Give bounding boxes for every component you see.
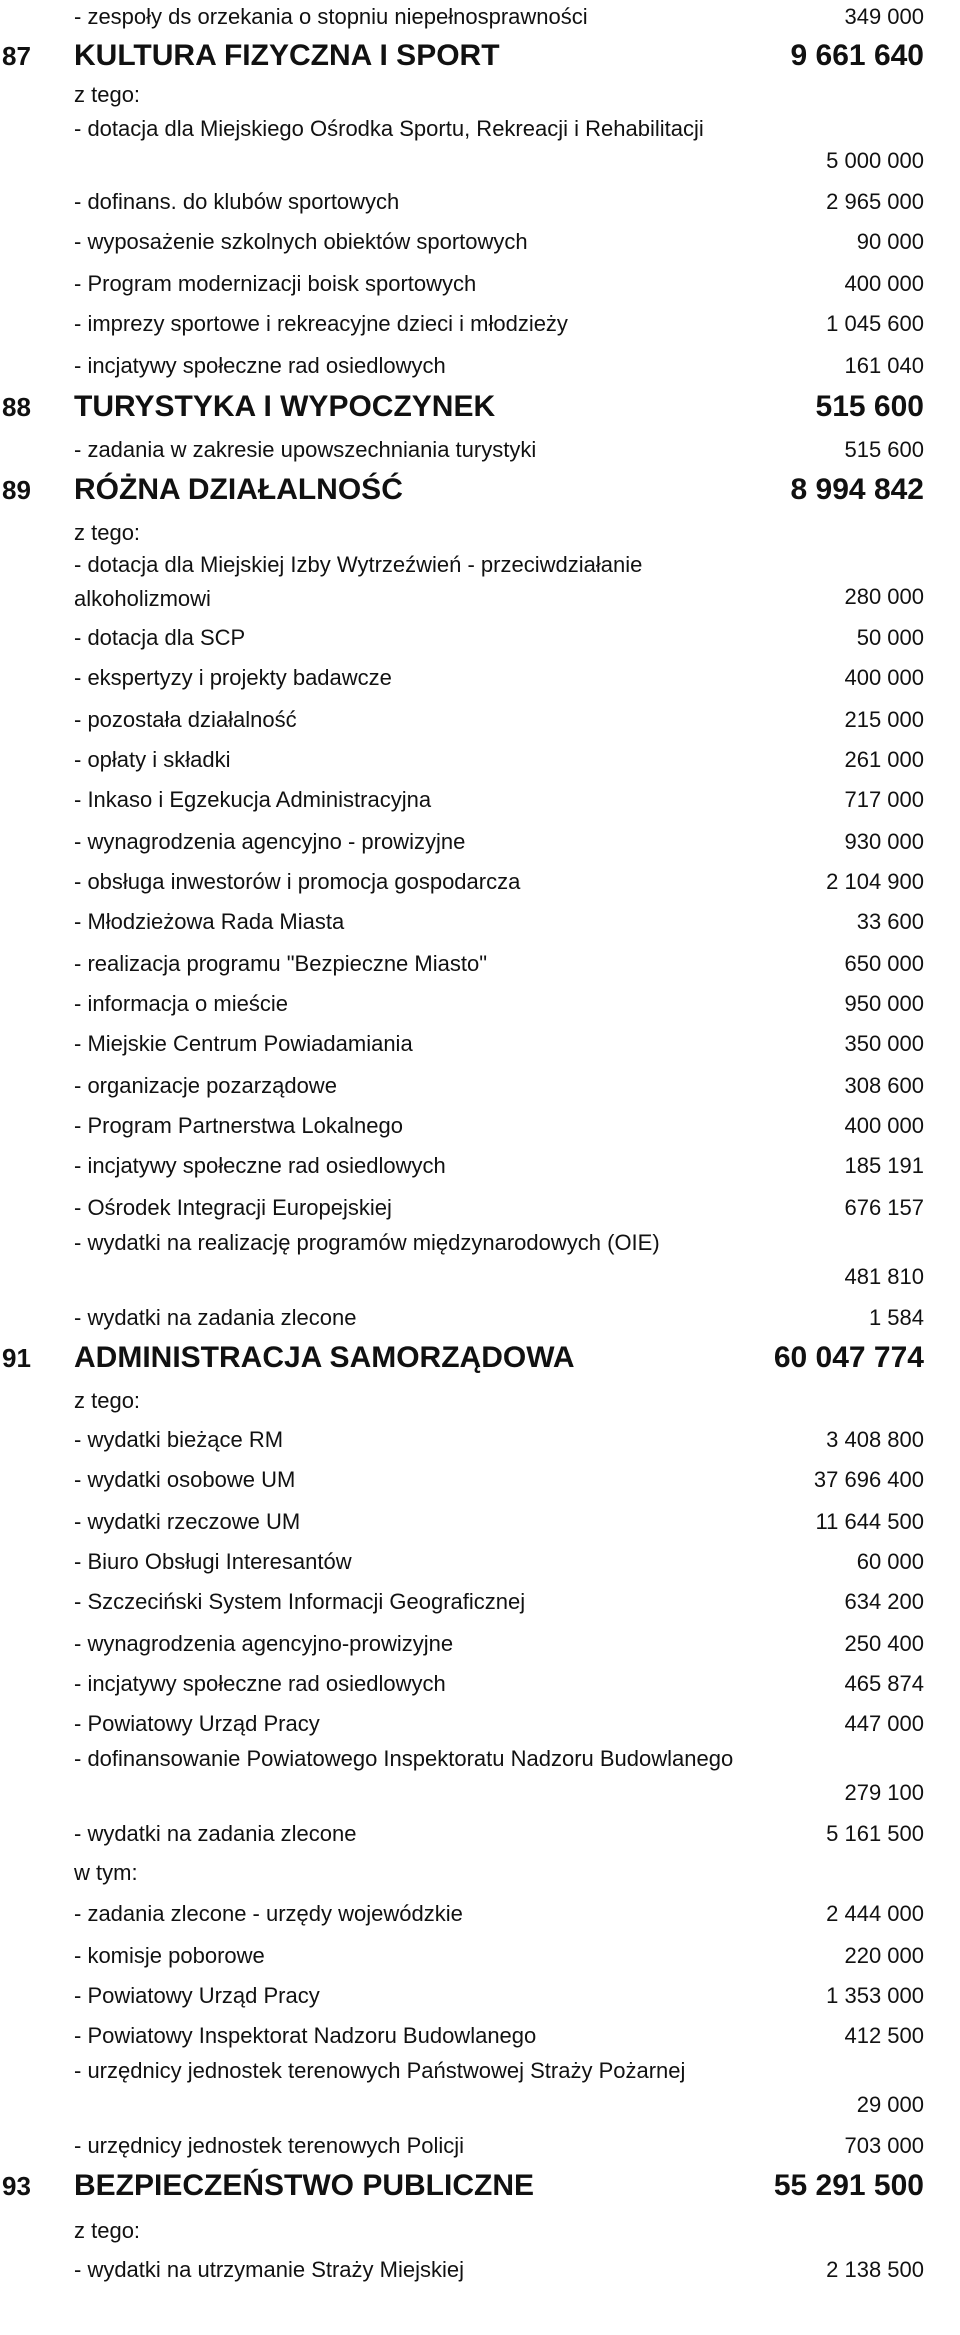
item-amount: 400 000 bbox=[844, 271, 924, 296]
budget-item-row bbox=[0, 1936, 960, 1976]
item-amount: 37 696 400 bbox=[813, 1467, 924, 1492]
subheading-row bbox=[0, 1856, 960, 1890]
item-amount: 185 191 bbox=[844, 1153, 924, 1178]
item-amount: 2 138 500 bbox=[826, 2257, 924, 2282]
budget-item-row bbox=[0, 862, 960, 902]
item-amount: 703 000 bbox=[844, 2133, 924, 2158]
budget-item-row bbox=[0, 1624, 960, 1664]
item-description: - pozostała działalność bbox=[74, 707, 297, 732]
item-description: - urzędnicy jednostek terenowych Policji bbox=[74, 2133, 465, 2158]
item-description: - wydatki na realizację programów międzynarodowych (OIE) bbox=[74, 1230, 660, 1255]
subheading-label: z tego: bbox=[74, 520, 141, 545]
budget-item-row bbox=[0, 944, 960, 984]
budget-item-row bbox=[0, 1226, 960, 1296]
subheading-label: z tego: bbox=[74, 1388, 141, 1413]
section-number: 89 bbox=[2, 475, 31, 505]
item-description: - Program Partnerstwa Lokalnego bbox=[74, 1113, 403, 1138]
item-description: - Ośrodek Integracji Europejskiej bbox=[74, 1195, 392, 1220]
budget-item-row bbox=[0, 902, 960, 942]
item-amount: 950 000 bbox=[844, 991, 924, 1016]
section-title: RÓŻNA DZIAŁALNOŚĆ bbox=[74, 473, 403, 506]
budget-item-row bbox=[0, 1542, 960, 1582]
budget-item-row bbox=[0, 1420, 960, 1460]
budget-item-row bbox=[0, 1704, 960, 1744]
item-amount: 1 584 bbox=[868, 1305, 924, 1330]
budget-item-row bbox=[0, 1894, 960, 1934]
section-heading-row bbox=[0, 1336, 960, 1380]
item-description: - zadania zlecone - urzędy wojewódzkie bbox=[74, 1901, 463, 1926]
item-amount: 280 000 bbox=[844, 584, 924, 609]
item-amount: 717 000 bbox=[844, 787, 924, 812]
item-amount: 400 000 bbox=[844, 665, 924, 690]
budget-item-row bbox=[0, 1664, 960, 1704]
section-total: 515 600 bbox=[815, 390, 924, 423]
item-amount: 11 644 500 bbox=[815, 1509, 924, 1534]
item-amount: 412 500 bbox=[844, 2023, 924, 2048]
budget-item-row bbox=[0, 182, 960, 222]
section-title: KULTURA FIZYCZNA I SPORT bbox=[74, 39, 500, 72]
item-amount: 5 161 500 bbox=[826, 1821, 924, 1846]
section-total: 9 661 640 bbox=[790, 39, 924, 72]
item-amount: 465 874 bbox=[844, 1671, 924, 1696]
budget-item-row bbox=[0, 548, 960, 616]
budget-item-row bbox=[0, 1188, 960, 1228]
item-description: - Program modernizacji boisk sportowych bbox=[74, 271, 477, 296]
item-description: - dotacja dla Miejskiej Izby Wytrzeźwień - przeciwdziałanie alkoholizmowi bbox=[74, 552, 643, 611]
section-total: 55 291 500 bbox=[773, 2169, 924, 2202]
item-amount: 90 000 bbox=[856, 229, 924, 254]
item-description: - incjatywy społeczne rad osiedlowych bbox=[74, 1671, 446, 1696]
budget-item-row bbox=[0, 822, 960, 862]
item-description: - informacja o mieście bbox=[74, 991, 288, 1016]
item-description: - zadania w zakresie upowszechniania turystyki bbox=[74, 437, 537, 462]
item-description: - incjatywy społeczne rad osiedlowych bbox=[74, 1153, 446, 1178]
budget-item-row bbox=[0, 2126, 960, 2166]
item-description: - wyposażenie szkolnych obiektów sportowych bbox=[74, 229, 528, 254]
budget-item-row bbox=[0, 1066, 960, 1106]
item-description: - komisje poborowe bbox=[74, 1943, 265, 1968]
section-number: 88 bbox=[2, 392, 31, 422]
item-description: - zespoły ds orzekania o stopniu niepełnosprawności bbox=[74, 4, 588, 29]
item-description: - Biuro Obsługi Interesantów bbox=[74, 1549, 352, 1574]
budget-item-row bbox=[0, 618, 960, 658]
budget-item-row bbox=[0, 780, 960, 820]
budget-item-row bbox=[0, 984, 960, 1024]
budget-item-row bbox=[0, 1502, 960, 1542]
budget-item-row bbox=[0, 700, 960, 740]
budget-item-row bbox=[0, 1976, 960, 2016]
item-amount: 29 000 bbox=[856, 2092, 924, 2117]
item-description: - urzędnicy jednostek terenowych Państwowej Straży Pożarnej bbox=[74, 2058, 686, 2083]
section-heading-row bbox=[0, 386, 960, 428]
section-number: 93 bbox=[2, 2171, 31, 2201]
item-amount: 215 000 bbox=[844, 707, 924, 732]
item-description: - wydatki osobowe UM bbox=[74, 1467, 296, 1492]
item-description: - Inkaso i Egzekucja Administracyjna bbox=[74, 787, 432, 812]
item-description: - dotacja dla SCP bbox=[74, 625, 246, 650]
budget-item-row bbox=[0, 2250, 960, 2290]
subheading-row bbox=[0, 516, 960, 550]
subheading-row bbox=[0, 1384, 960, 1418]
item-description: - wydatki na utrzymanie Straży Miejskiej bbox=[74, 2257, 465, 2282]
item-amount: 400 000 bbox=[844, 1113, 924, 1138]
item-amount: 930 000 bbox=[844, 829, 924, 854]
item-amount: 161 040 bbox=[844, 353, 924, 378]
item-amount: 5 000 000 bbox=[826, 148, 924, 173]
item-description: - Powiatowy Inspektorat Nadzoru Budowlanego bbox=[74, 2023, 537, 2048]
item-description: - Powiatowy Urząd Pracy bbox=[74, 1711, 320, 1736]
item-description: - wynagrodzenia agencyjno-prowizyjne bbox=[74, 1631, 454, 1656]
item-description: - realizacja programu "Bezpieczne Miasto" bbox=[74, 951, 488, 976]
item-description: - wynagrodzenia agencyjno - prowizyjne bbox=[74, 829, 466, 854]
item-amount: 250 400 bbox=[844, 1631, 924, 1656]
item-amount: 650 000 bbox=[844, 951, 924, 976]
budget-item-row bbox=[0, 264, 960, 304]
budget-item-row bbox=[0, 1024, 960, 1064]
item-amount: 33 600 bbox=[856, 909, 924, 934]
item-amount: 2 104 900 bbox=[826, 869, 924, 894]
subheading-row bbox=[0, 2214, 960, 2248]
item-amount: 3 408 800 bbox=[826, 1427, 924, 1452]
item-amount: 50 000 bbox=[856, 625, 924, 650]
section-total: 8 994 842 bbox=[790, 473, 924, 506]
item-description: - wydatki na zadania zlecone bbox=[74, 1305, 357, 1330]
item-amount: 1 045 600 bbox=[826, 311, 924, 336]
item-amount: 634 200 bbox=[844, 1589, 924, 1614]
item-amount: 2 965 000 bbox=[826, 189, 924, 214]
budget-item-row bbox=[0, 1814, 960, 1854]
section-title: TURYSTYKA I WYPOCZYNEK bbox=[74, 390, 496, 423]
item-amount: 349 000 bbox=[844, 4, 924, 29]
budget-item-row bbox=[0, 1106, 960, 1146]
item-amount: 350 000 bbox=[844, 1031, 924, 1056]
item-amount: 1 353 000 bbox=[826, 1983, 924, 2008]
item-description: - opłaty i składki bbox=[74, 747, 231, 772]
budget-item-row bbox=[0, 304, 960, 344]
item-description: - dofinansowanie Powiatowego Inspektoratu Nadzoru Budowlanego bbox=[74, 1746, 734, 1771]
item-description: - Szczeciński System Informacji Geograficznej bbox=[74, 1589, 526, 1614]
section-heading-row bbox=[0, 2164, 960, 2208]
item-amount: 308 600 bbox=[844, 1073, 924, 1098]
item-description: - Miejskie Centrum Powiadamiania bbox=[74, 1031, 413, 1056]
item-amount: 515 600 bbox=[844, 437, 924, 462]
budget-item-row bbox=[0, 2054, 960, 2124]
subheading-label: z tego: bbox=[74, 82, 141, 107]
item-amount: 261 000 bbox=[844, 747, 924, 772]
budget-item-row bbox=[0, 1742, 960, 1812]
subheading-label: w tym: bbox=[74, 1860, 138, 1885]
budget-item-row bbox=[0, 2016, 960, 2056]
section-number: 91 bbox=[2, 1343, 31, 1373]
section-number: 87 bbox=[2, 41, 31, 71]
budget-item-row bbox=[0, 112, 960, 180]
budget-item-row bbox=[0, 658, 960, 698]
budget-item-row bbox=[0, 1582, 960, 1622]
item-description: - incjatywy społeczne rad osiedlowych bbox=[74, 353, 446, 378]
item-description: - dofinans. do klubów sportowych bbox=[74, 189, 400, 214]
item-amount: 60 000 bbox=[856, 1549, 924, 1574]
budget-item-row bbox=[0, 346, 960, 386]
budget-item-row bbox=[0, 430, 960, 470]
item-description: - obsługa inwestorów i promocja gospodarcza bbox=[74, 869, 521, 894]
budget-item-row bbox=[0, 1460, 960, 1500]
item-description: - Powiatowy Urząd Pracy bbox=[74, 1983, 320, 2008]
section-title: ADMINISTRACJA SAMORZĄDOWA bbox=[74, 1341, 575, 1374]
item-description: - wydatki rzeczowe UM bbox=[74, 1509, 301, 1534]
section-heading-row bbox=[0, 36, 960, 76]
item-amount: 220 000 bbox=[844, 1943, 924, 1968]
item-description: - imprezy sportowe i rekreacyjne dzieci i młodzieży bbox=[74, 311, 568, 336]
budget-item-row bbox=[0, 1146, 960, 1186]
item-description: - dotacja dla Miejskiego Ośrodka Sportu, Rekreacji i Rehabilitacji bbox=[74, 116, 704, 141]
subheading-label: z tego: bbox=[74, 2218, 141, 2243]
budget-item-row bbox=[0, 222, 960, 262]
item-amount: 481 810 bbox=[844, 1264, 924, 1289]
item-description: - wydatki na zadania zlecone bbox=[74, 1821, 357, 1846]
item-description: - organizacje pozarządowe bbox=[74, 1073, 337, 1098]
section-title: BEZPIECZEŃSTWO PUBLICZNE bbox=[74, 2169, 535, 2202]
item-amount: 447 000 bbox=[844, 1711, 924, 1736]
item-amount: 676 157 bbox=[844, 1195, 924, 1220]
item-description: - ekspertyzy i projekty badawcze bbox=[74, 665, 392, 690]
item-amount: 2 444 000 bbox=[826, 1901, 924, 1926]
section-total: 60 047 774 bbox=[773, 1341, 924, 1374]
budget-item-row bbox=[0, 740, 960, 780]
item-amount: 279 100 bbox=[844, 1780, 924, 1805]
section-heading-row bbox=[0, 468, 960, 512]
budget-item-row bbox=[0, 0, 960, 34]
budget-item-row bbox=[0, 1298, 960, 1338]
item-description: - wydatki bieżące RM bbox=[74, 1427, 284, 1452]
item-description: - Młodzieżowa Rada Miasta bbox=[74, 909, 345, 934]
subheading-row bbox=[0, 78, 960, 112]
